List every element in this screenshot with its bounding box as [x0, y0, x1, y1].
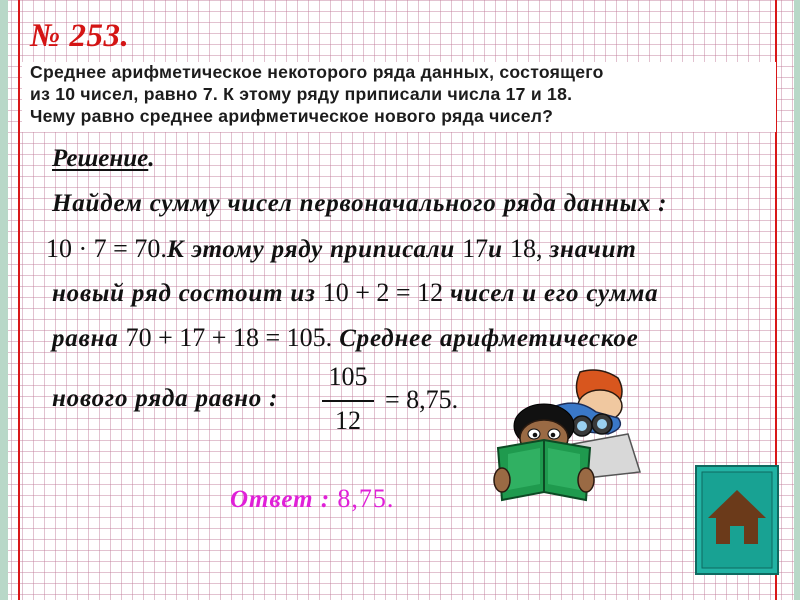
solution-text: значит: [549, 236, 637, 263]
margin-line-left: [18, 0, 20, 600]
problem-line-1: Среднее арифметическое некоторого ряда данных, состоящего: [30, 62, 604, 82]
solution-text: равна: [52, 325, 119, 352]
solution-heading: Решение.: [52, 145, 155, 172]
page-border-left: [0, 0, 8, 600]
equation-count: 10 + 2 = 12: [322, 278, 444, 307]
solution-line-4: [52, 323, 639, 353]
reading-boys-illustration: [468, 368, 648, 508]
solution-line-1: Найдем сумму чисел первоначального ряда данных :: [52, 190, 668, 217]
problem-line-3: Чему равно среднее арифметическое нового ряда чисел?: [30, 106, 554, 126]
home-icon: [694, 464, 780, 576]
equation-sum: 70 + 17 + 18 = 105.: [125, 323, 333, 352]
number-18: 18,: [509, 234, 543, 263]
answer-label: Ответ :: [230, 486, 331, 513]
fraction: [318, 362, 378, 440]
solution-line-2: [46, 234, 637, 264]
problem-statement: [22, 62, 776, 132]
task-number: № 253.: [30, 18, 130, 54]
solution-text: новый ряд состоит из: [52, 280, 316, 307]
fraction-bar: [322, 400, 374, 402]
answer: [230, 484, 394, 514]
fraction-numerator: 105: [328, 362, 368, 391]
equation-product: 10 · 7 = 70.: [46, 234, 167, 263]
page-border-right: [794, 0, 800, 600]
fraction-result: = 8,75.: [385, 385, 459, 414]
fraction-denominator: 12: [335, 406, 361, 435]
number-17: 17: [462, 234, 489, 263]
problem-line-2: из 10 чисел, равно 7. К этому ряду приписали числа 17 и 18.: [30, 84, 573, 104]
solution-title: Решение: [52, 145, 149, 172]
solution-text: К этому ряду приписали: [166, 236, 456, 263]
home-button[interactable]: [694, 464, 780, 576]
solution-line-5: нового ряда равно :: [52, 385, 279, 412]
solution-text: чисел и его сумма: [450, 280, 659, 307]
solution-text: и: [488, 236, 503, 263]
solution-line-3: [52, 278, 658, 308]
answer-value: 8,75.: [337, 484, 395, 513]
solution-text: Среднее арифметическое: [339, 325, 639, 352]
